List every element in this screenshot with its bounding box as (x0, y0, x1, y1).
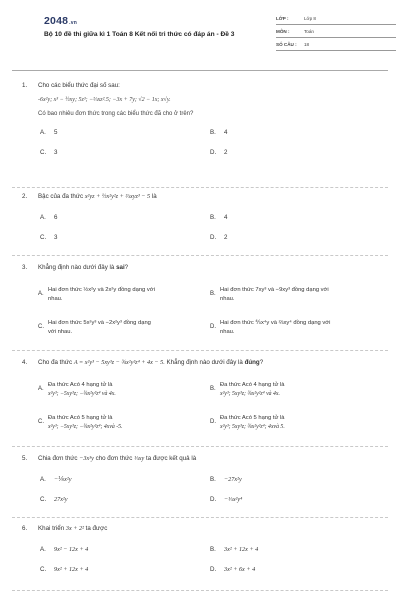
option-b[interactable]: B. 4 (210, 214, 228, 222)
option-d[interactable]: D. Đa thức Acó 5 hạng tử là x²y³; 5xy³z; ¾x²y²z⁴; 4xvà 5. (210, 415, 285, 430)
divider (12, 590, 388, 591)
exam-info (276, 14, 396, 53)
option-d[interactable]: D. 2 (210, 148, 228, 156)
divider (12, 350, 388, 351)
option-b[interactable]: B. 4 (210, 128, 228, 136)
option-b[interactable]: B. −27x²y (210, 476, 242, 484)
option-c[interactable]: C. Hai đơn thức 5x²y³ và −2x²y³ đồng dạng với nhau. (38, 320, 151, 335)
option-a[interactable]: A. −⅙x²y (40, 476, 72, 484)
option-c[interactable]: C. 27x²y (40, 496, 68, 504)
info-row-subject: MÔN : Toán (276, 27, 396, 38)
option-c[interactable]: C. 3 (40, 234, 58, 242)
option-b[interactable]: B. Đa thức Acó 4 hạng tử là x²y³; 5xy³z; ¾x²y²z⁴ và 4x. (210, 382, 285, 397)
divider (12, 187, 388, 188)
option-a[interactable]: A. 6 (40, 214, 58, 222)
option-c[interactable]: C. 3 (40, 148, 58, 156)
question-subtext: Có bao nhiêu đơn thức trong các biểu thức đã cho ở trên? (38, 111, 194, 118)
info-row-class: LỚP : Lớp 8 (276, 14, 396, 25)
header-divider (12, 70, 388, 71)
option-c[interactable]: C. 9x² + 12x + 4 (40, 566, 89, 574)
question-text: Cho các biểu thức đại số sau: (38, 82, 120, 89)
divider (12, 255, 388, 256)
option-a[interactable]: A. Đa thức Acó 4 hạng tử là x²y³; −5xy³z; −¾x²y²z⁴ và 4x. (38, 382, 116, 397)
option-d[interactable]: D. 2 (210, 234, 228, 242)
option-b[interactable]: B. 3x² + 12x + 4 (210, 546, 259, 554)
option-c[interactable]: C. Đa thức Acó 5 hạng tử là x²y³; −5xy³z; −¾x²y²z⁴; 4xvà -5. (38, 415, 123, 430)
info-row-count: SỐ CÂU : 18 (276, 40, 396, 51)
option-a[interactable]: A. 5 (40, 128, 58, 136)
site-logo[interactable]: 2048.vn (44, 15, 77, 27)
divider (12, 446, 388, 447)
page-header (22, 0, 378, 72)
question-3: 3. Khẳng định nào dưới đây là sai? A. Hai đơn thức ½x²y và 2x²y đồng dạng với nhau. B. Hai đơn thức 7xy³ và −9xy³ đồng dạng với nhau. C. Hai đơn thức 5x²y³ và −2x²y³ đồng dạng với nhau. D. Hai đơn thức ⅘x⁴y và ⅔xy⁴ đồng dạng với nhau. (22, 264, 378, 272)
question-2: 2. Bậc của đa thức x²yz + ½x²y²z + ⅔xyz³ − 5 là A. 6 B. 4 C. 3 D. 2 (22, 193, 228, 242)
option-d[interactable]: D. Hai đơn thức ⅘x⁴y và ⅔xy⁴ đồng dạng với nhau. (210, 320, 331, 335)
option-b[interactable]: B. Hai đơn thức 7xy³ và −9xy³ đồng dạng với nhau. (210, 287, 329, 302)
page-title: Bộ 10 đề thi giữa kì 1 Toán 8 Kết nối tri thức có đáp án - Đề 3 (44, 31, 235, 38)
option-d[interactable]: D. 3x² + 6x + 4 (210, 566, 256, 574)
question-6: 6. Khai triển 3x + 2² ta được A. 9x² − 12x + 4 B. 3x² + 12x + 4 C. 9x² + 12x + 4 D. 3x² + 6x + 4 (22, 525, 259, 574)
question-5: 5. Chia đơn thức −3x³y cho đơn thức ⅓xy ta được kết quả là A. −⅙x²y B. −27x²y C. 27x²y D. −⅓x²y⁴ (22, 455, 243, 504)
divider (12, 517, 388, 518)
option-a[interactable]: A. Hai đơn thức ½x²y và 2x²y đồng dạng với nhau. (38, 287, 155, 302)
option-a[interactable]: A. 9x² − 12x + 4 (40, 546, 89, 554)
question-4: 4. Cho đa thức A = x²y³ − 5xy³z − ¾x²y²z⁴ + 4x − 5. Khẳng định nào dưới đây là đúng? A. Đa thức Acó 4 hạng tử là x²y³; −5xy³z; −¾x²y²z⁴ và 4x. B. Đa thức Acó 4 hạng tử là x²y³; 5xy³z; ¾x²y²z⁴ và 4x. C. Đa thức Acó 5 hạng tử là x²y³; −5xy³z; −¾x²y²z⁴; 4xvà -5. D. Đa thức Acó 5 hạng tử là x²y³; 5xy³z; ¾x²y²z⁴; 4xvà 5. (22, 359, 378, 367)
question-expression: -6x²y; x³ − ½xy; 5z³; −⅔xz².5; −3x + 7y; √2 − 1x; x√y. (38, 97, 171, 104)
option-d[interactable]: D. −⅓x²y⁴ (210, 496, 243, 504)
question-1: 1. Cho các biểu thức đại số sau: -6x²y; x³ − ½xy; 5z³; −⅔xz².5; −3x + 7y; √2 − 1x; x√y. Có bao nhiêu đơn thức trong các biểu thức đã cho ở trên? A. 5 B. 4 C. 3 D. 2 (22, 82, 378, 159)
